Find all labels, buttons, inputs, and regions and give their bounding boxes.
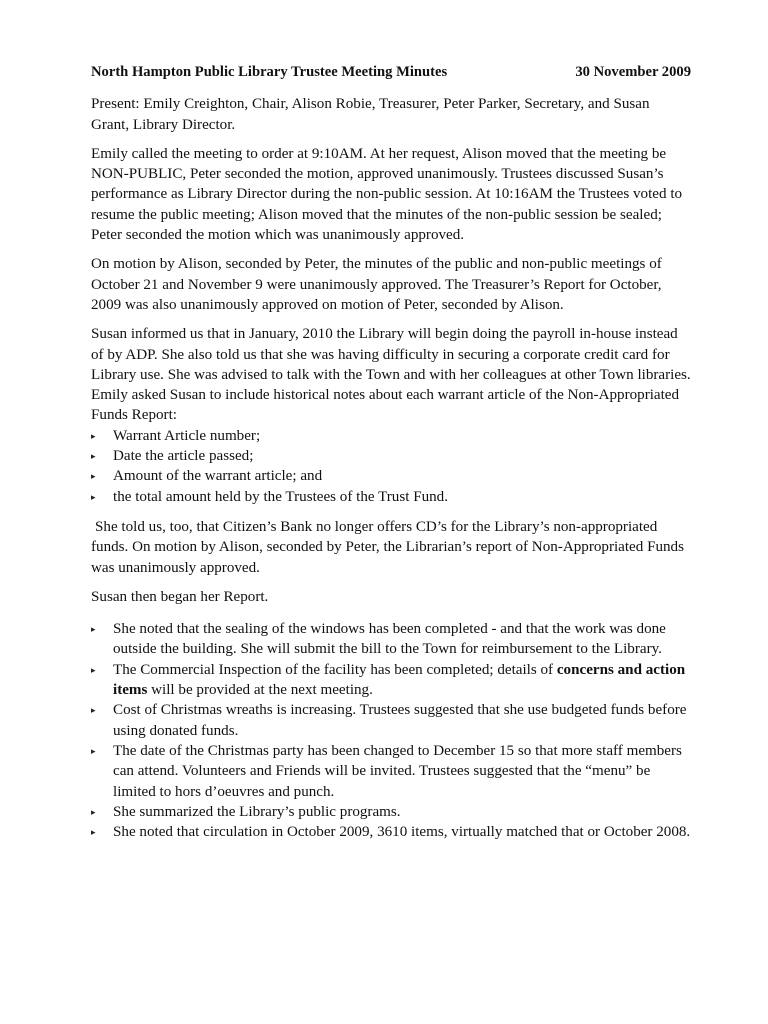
document-page — [91, 62, 691, 842]
meeting-date: 30 November 2009 — [575, 64, 691, 80]
director-report-list — [91, 619, 691, 842]
bullet-icon: ▸ — [91, 430, 96, 441]
report-intro-paragraph: Susan then began her Report. — [91, 588, 269, 605]
document-title: North Hampton Public Library Trustee Meeting Minutes — [91, 64, 448, 80]
call-to-order-paragraph: Emily called the meeting to order at 9:10AM. At her request, Alison moved that the meeting be NON-PUBLIC, Peter seconded the motion, approved unanimously. Trustees discussed Susan’s performance as Library Director during the non-public session. At 10:16AM the Trustees voted to resume the public meeting; Alison moved that the minutes of the non-public session be sealed; Peter seconded the motion which was unanimously approved. — [91, 145, 683, 244]
list-item: ▸ Date the article passed; — [91, 446, 691, 466]
list-item: ▸ the total amount held by the Trustees of the Trust Fund. — [91, 487, 691, 507]
attendance-paragraph: Present: Emily Creighton, Chair, Alison Robie, Treasurer, Peter Parker, Secretary, and Susan Grant, Library Director. — [91, 96, 650, 133]
list-item: ▸ The date of the Christmas party has been changed to December 15 so that more staff members can attend. Volunteers and Friends will be invited. Trustees suggested that the “menu” be limited to hors d’oeuvres and punch. — [91, 742, 682, 800]
bullet-icon: ▸ — [91, 705, 96, 716]
document-header — [91, 62, 691, 82]
list-item: ▸ The Commercial Inspection of the facility has been completed; details of concerns and action items will be provided at the next meeting. — [91, 661, 686, 699]
bullet-icon: ▸ — [91, 624, 96, 635]
warrant-notes-list — [91, 426, 691, 507]
citizens-bank-paragraph: She told us, too, that Citizen’s Bank no longer offers CD’s for the Library’s non-appropriated funds. On motion by Alison, seconded by Peter, the Librarian’s report of Non-Appropriated Funds was unanimously approved. — [91, 518, 684, 576]
minutes-approval-paragraph: On motion by Alison, seconded by Peter, the minutes of the public and non-public meetings of October 21 and November 9 were unanimously approved. The Treasurer’s Report for October, 2009 was also unanimously approved on motion of Peter, seconded by Alison. — [91, 256, 662, 313]
bullet-icon: ▸ — [91, 827, 96, 838]
emphasis-text: concerns and action items — [113, 661, 686, 699]
bullet-icon: ▸ — [91, 664, 96, 675]
list-item: ▸ Amount of the warrant article; and — [91, 466, 691, 486]
bullet-icon: ▸ — [91, 451, 96, 462]
list-item: ▸ She noted that the sealing of the windows has been completed - and that the work was done outside the building. She will submit the bill to the Town for reimbursement to the Library. — [91, 621, 666, 658]
list-item: ▸ She summarized the Library’s public programs. — [91, 802, 691, 822]
list-item: ▸ Cost of Christmas wreaths is increasing. Trustees suggested that she use budgeted funds before using donated funds. — [91, 702, 687, 739]
list-item: ▸ Warrant Article number; — [91, 426, 691, 446]
payroll-paragraph: Susan informed us that in January, 2010 the Library will begin doing the payroll in-house instead of by ADP. She also told us that she was having difficulty in securing a corporate credit card for Library use. She was advised to talk with the Town and with her colleagues at other Town libraries. Emily asked Susan to include historical notes about each warrant article of the Non-Appropriated Funds Report: — [91, 326, 691, 424]
list-item: ▸ She noted that circulation in October 2009, 3610 items, virtually matched that or October 2008. — [91, 822, 691, 842]
bullet-icon: ▸ — [91, 745, 96, 756]
bullet-icon: ▸ — [91, 471, 96, 482]
bullet-icon: ▸ — [91, 806, 96, 817]
bullet-icon: ▸ — [91, 491, 96, 502]
